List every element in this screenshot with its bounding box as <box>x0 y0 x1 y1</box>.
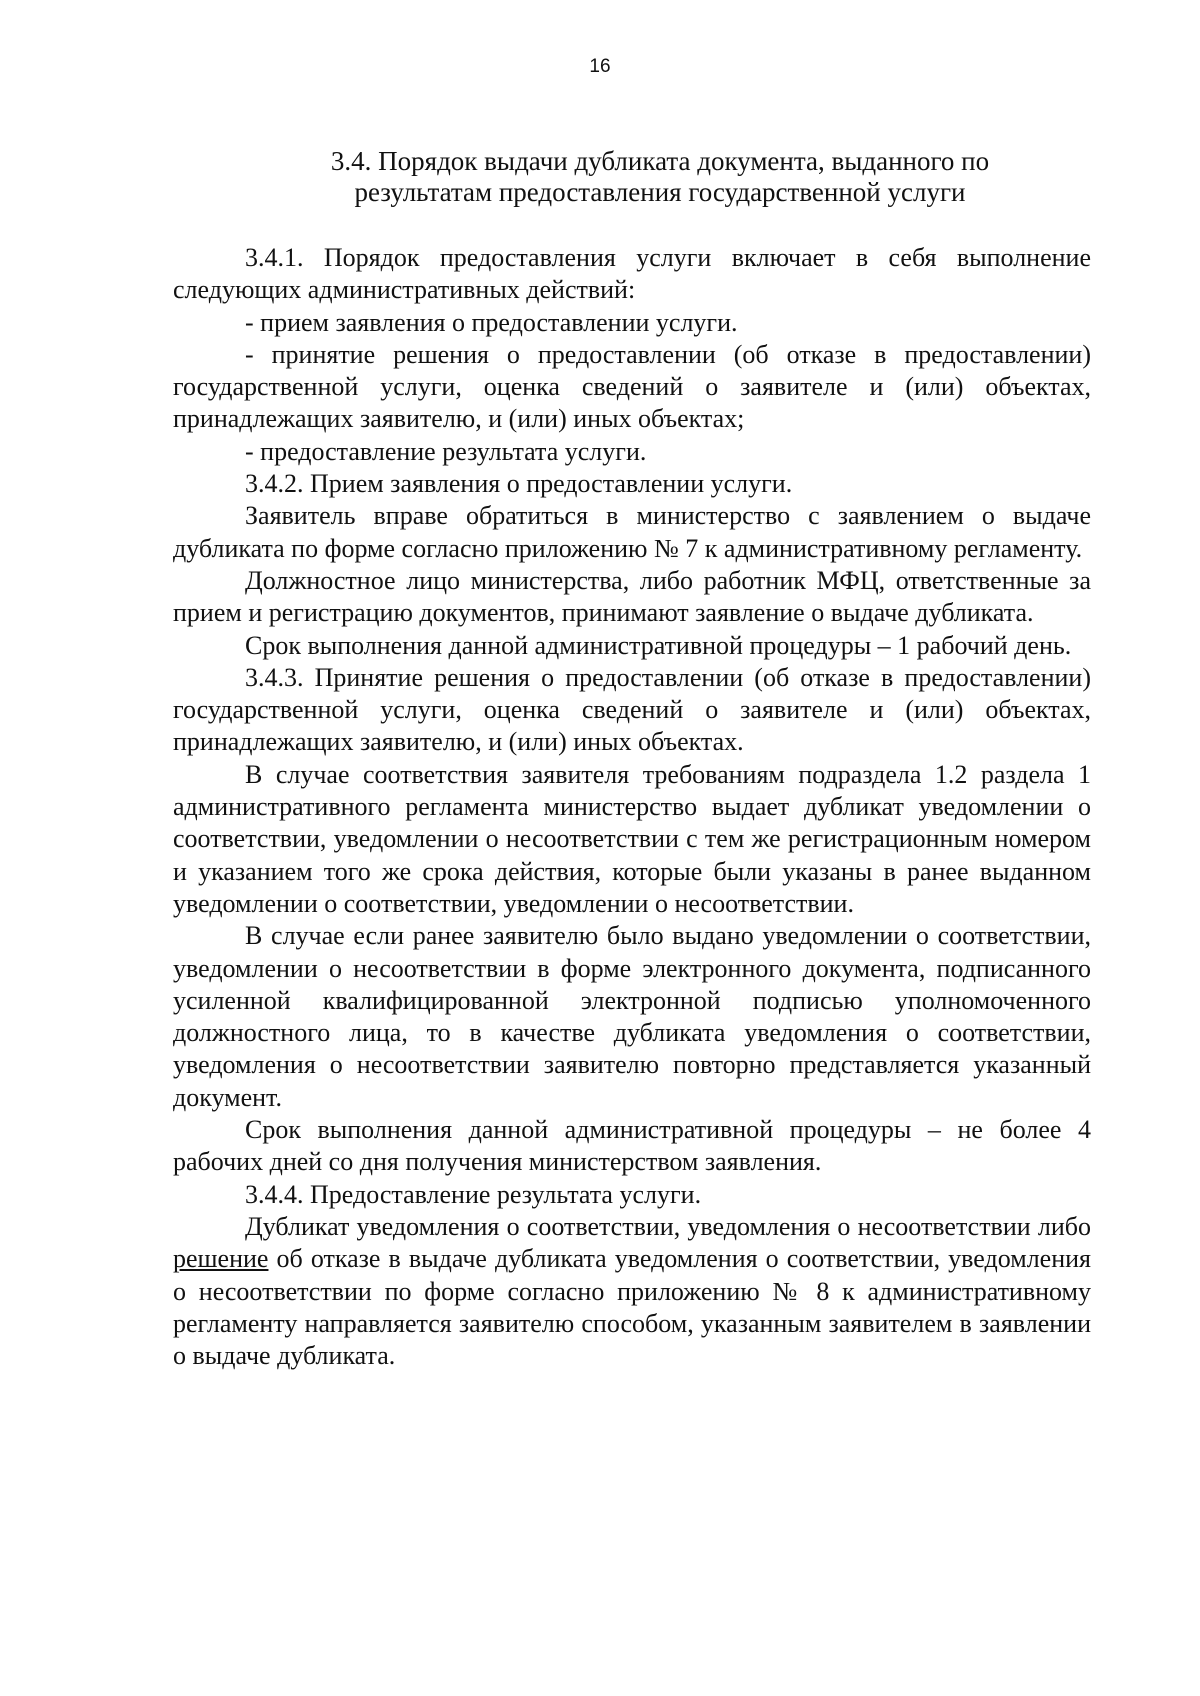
paragraph-3-4-2: 3.4.2. Прием заявления о предоставлении услуги. <box>245 469 793 499</box>
page-number: 16 <box>589 56 611 77</box>
paragraph-applicant-right: Заявитель вправе обратиться в министерство с заявлением о выдаче дубликата по форме согласно приложению № 7 к административному регламенту. <box>173 501 1091 563</box>
list-item-provide-result: - предоставление результата услуги. <box>245 436 647 466</box>
paragraph-3-4-4: 3.4.4. Предоставление результата услуги. <box>245 1179 702 1209</box>
document-body <box>173 242 1091 1372</box>
paragraph-electronic-case: В случае если ранее заявителю было выдано уведомлении о соответствии, уведомлении о несоответствии в форме электронного документа, подписанного усиленной квалифицированной электронной подписью уполномоченного должностного лица, то в качестве дубликата уведомления о соответствии, уведомления о несоответствии заявителю повторно представляется указанный документ. <box>173 921 1091 1112</box>
paragraph-duplicate-result-start: Дубликат уведомления о соответствии, уведомления о несоответствии либо <box>245 1211 1091 1241</box>
paragraph-compliance-case: В случае соответствия заявителя требованиям подраздела 1.2 раздела 1 административного регламента министерство выдает дубликат уведомлении о соответствии, уведомлении о несоответствии с тем же регистрационным номером и указанием того же срока действия, которые были указаны в ранее выданном уведомлении о соответствии, уведомлении о несоответствии. <box>173 759 1091 918</box>
section-heading <box>300 146 1020 208</box>
paragraph-duplicate-result-end: об отказе в выдаче дубликата уведомления о соответствии, уведомления о несоответствии по форме согласно приложению № 8 к административному регламенту направляется заявителю способом, указанным заявителем в заявлении о выдаче дубликата. <box>173 1244 1091 1371</box>
paragraph-3-4-3: 3.4.3. Принятие решения о предоставлении (об отказе в предоставлении) государственной услуги, оценка сведений о заявителе и (или) объектах, принадлежащих заявителю, и (или) иных объектах. <box>173 662 1091 757</box>
section-heading-line-1: 3.4. Порядок выдачи дубликата документа, выданного по <box>330 146 990 176</box>
section-heading-line-2: результатам предоставления государственной услуги <box>354 177 966 207</box>
paragraph-3-4-1: 3.4.1. Порядок предоставления услуги включает в себя выполнение следующих административных действий: <box>173 243 1091 305</box>
paragraph-deadline-1-day: Срок выполнения данной административной процедуры – 1 рабочий день. <box>245 630 1072 660</box>
list-item-receive-application: - прием заявления о предоставлении услуги. <box>245 307 738 337</box>
paragraph-official-accepts: Должностное лицо министерства, либо работник МФЦ, ответственные за прием и регистрацию документов, принимают заявление о выдаче дубликата. <box>173 565 1091 628</box>
underlined-word: решение <box>173 1244 269 1274</box>
paragraph-deadline-4-days: Срок выполнения данной административной процедуры – не более 4 рабочих дней со дня получения министерством заявления. <box>173 1115 1091 1177</box>
paragraph-duplicate-result <box>173 1211 1091 1372</box>
list-item-make-decision: - принятие решения о предоставлении (об отказе в предоставлении) государственной услуги, оценка сведений о заявителе и (или) объектах, принадлежащих заявителю, и (или) иных объектах; <box>173 339 1091 434</box>
